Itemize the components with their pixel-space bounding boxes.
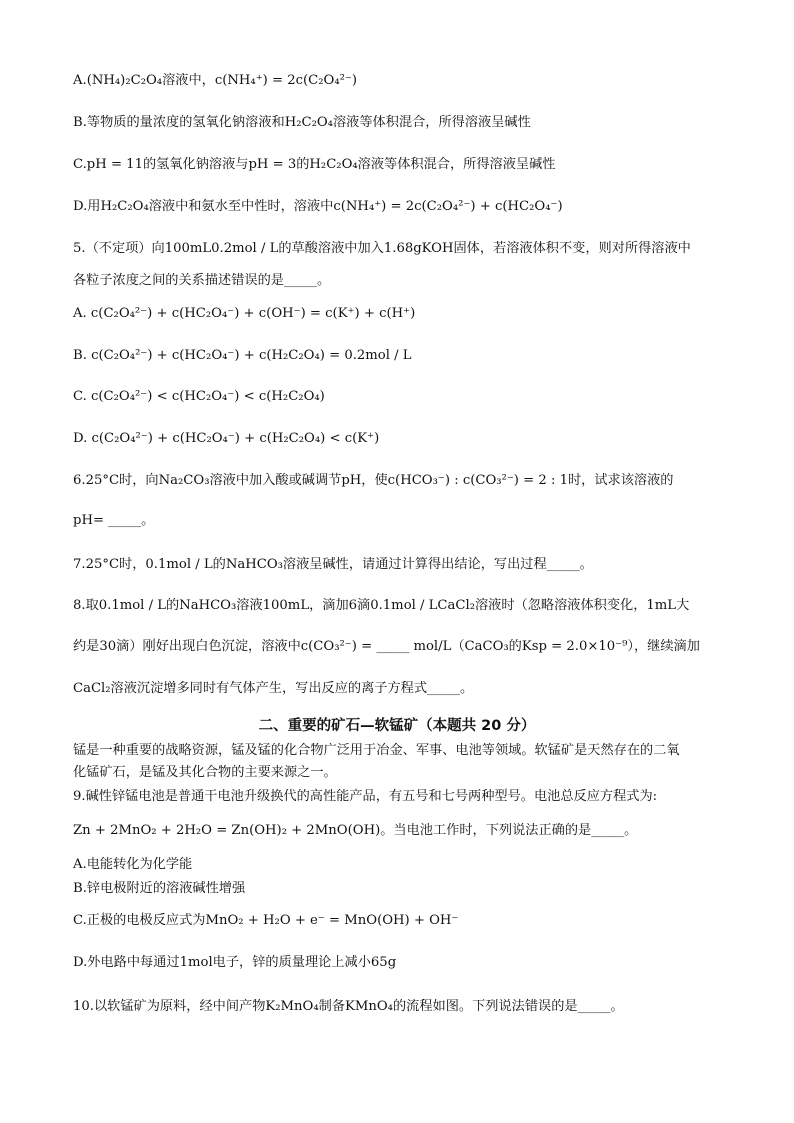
line-5b: B. c(C₂O₄²⁻) + c(HC₂O₄⁻) + c(H₂C₂O₄) = 0.2mol / L xyxy=(73,348,412,363)
intro-line-2: 化锰矿石，是锰及其化合物的主要来源之一。 xyxy=(73,765,337,780)
question-6: 6.25°C时，向Na₂CO₃溶液中加入酸或碱调节pH，使c(HCO₃⁻) : c(CO₃²⁻) = 2 : 1时，试求该溶液的 xyxy=(73,473,674,488)
line-4d: D.用H₂C₂O₄溶液中和氨水至中性时，溶液中c(NH₄⁺) = 2c(C₂O₄²⁻) + c(HC₂O₄⁻) xyxy=(73,199,563,214)
line-4a: A.(NH₄)₂C₂O₄溶液中，c(NH₄⁺) = 2c(C₂O₄²⁻) xyxy=(73,73,358,88)
question-5-cont: 各粒子浓度之间的关系描述错误的是_____。 xyxy=(73,273,331,288)
line-5c: C. c(C₂O₄²⁻) < c(HC₂O₄⁻) < c(H₂C₂O₄) xyxy=(73,389,325,404)
line-9d: D.外电路中每通过1mol电子，锌的质量理论上减小65g xyxy=(73,955,397,970)
line-9a: A.电能转化为化学能 xyxy=(73,857,193,872)
question-8-cont: 约是30滴）刚好出现白色沉淀，溶液中c(CO₃²⁻) = _____ mol/L（CaCO₃的Ksp = 2.0×10⁻⁹），继续滴加 xyxy=(73,639,700,654)
question-7: 7.25°C时，0.1mol / L的NaHCO₃溶液呈碱性，请通过计算得出结论，写出过程_____。 xyxy=(73,557,593,572)
line-4b: B.等物质的量浓度的氢氧化钠溶液和H₂C₂O₄溶液等体积混合，所得溶液呈碱性 xyxy=(73,115,531,130)
line-9c: C.正极的电极反应式为MnO₂ + H₂O + e⁻ = MnO(OH) + OH⁻ xyxy=(73,913,459,928)
question-5: 5.（不定项）向100mL0.2mol / L的草酸溶液中加入1.68gKOH固体，若溶液体积不变，则对所得溶液中 xyxy=(73,241,691,256)
question-9-equation: Zn + 2MnO₂ + 2H₂O = Zn(OH)₂ + 2MnO(OH)。当电池工作时，下列说法正确的是_____。 xyxy=(73,823,638,838)
question-6-cont: pH= _____。 xyxy=(73,513,155,528)
question-8-cont2: CaCl₂溶液沉淀增多同时有气体产生，写出反应的离子方程式_____。 xyxy=(73,681,474,696)
question-8: 8.取0.1mol / L的NaHCO₃溶液100mL，滴加6滴0.1mol / LCaCl₂溶液时（忽略溶液体积变化，1mL大 xyxy=(73,598,690,613)
line-5a: A. c(C₂O₄²⁻) + c(HC₂O₄⁻) + c(OH⁻) = c(K⁺) + c(H⁺) xyxy=(73,306,416,321)
section-title: 二、重要的矿石—软锰矿（本题共 20 分） xyxy=(258,718,536,734)
intro-line-1: 锰是一种重要的战略资源，锰及锰的化合物广泛用于冶金、军事、电池等领域。软锰矿是天然存在的二氧 xyxy=(73,743,680,758)
line-9b: B.锌电极附近的溶液碱性增强 xyxy=(73,881,246,896)
line-4c: C.pH = 11的氢氧化钠溶液与pH = 3的H₂C₂O₄溶液等体积混合，所得溶液呈碱性 xyxy=(73,157,556,172)
question-9: 9.碱性锌锰电池是普通干电池升级换代的高性能产品，有五号和七号两种型号。电池总反应方程式为: xyxy=(73,789,658,804)
line-5d: D. c(C₂O₄²⁻) + c(HC₂O₄⁻) + c(H₂C₂O₄) < c(K⁺) xyxy=(73,431,380,446)
question-10: 10.以软锰矿为原料，经中间产物K₂MnO₄制备KMnO₄的流程如图。下列说法错误的是_____。 xyxy=(73,999,624,1014)
